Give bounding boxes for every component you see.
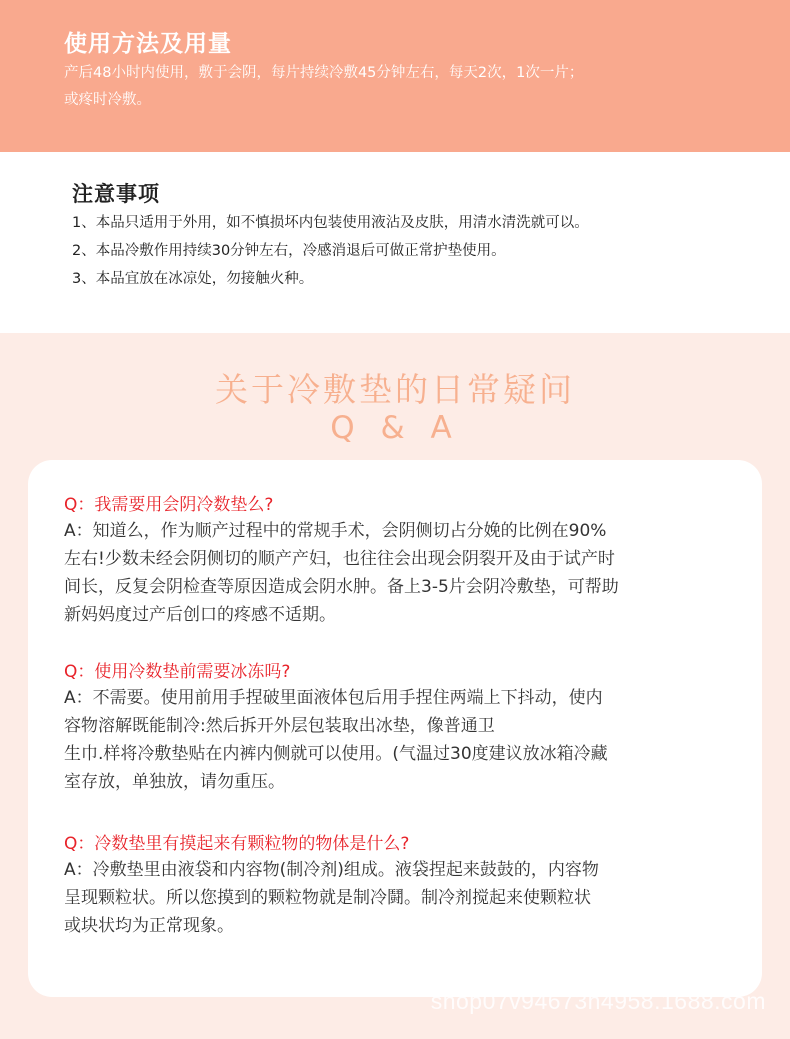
answer-line: 生巾.样将冷敷垫贴在内裤内侧就可以使用。(气温过30度建议放冰箱冷藏 <box>64 744 608 764</box>
answer-line: A：知道么，作为顺产过程中的常规手术，会阴侧切占分娩的比例在90% <box>64 521 607 541</box>
answer-line: 呈现颗粒状。所以您摸到的颗粒物就是制冷鬪。制冷剂搅起来使颗粒状 <box>64 888 591 908</box>
faq-card <box>28 460 762 997</box>
watermark: shop07v94673h4958.1688.com <box>430 988 766 1014</box>
faq-answer <box>64 856 744 940</box>
faq-question: Q：我需要用会阴冷数垫么? <box>64 495 274 515</box>
faq-answer <box>64 517 744 629</box>
usage-section <box>0 0 790 152</box>
answer-line: 新妈妈度过产后创口的疼感不适期。 <box>64 605 336 625</box>
faq-item <box>64 832 744 940</box>
faq-item <box>64 660 744 796</box>
notes-section <box>0 152 790 333</box>
usage-title: 使用方法及用量 <box>64 31 232 57</box>
faq-answer <box>64 684 744 796</box>
answer-line: 或块状均为正常现象。 <box>64 916 234 936</box>
answer-line: A：不需要。使用前用手捏破里面液体包后用手捏住两端上下抖动，使内 <box>64 688 603 708</box>
answer-line: 容物溶解既能制冷:然后拆开外层包装取出冰垫，像普通卫 <box>64 716 495 736</box>
faq-item <box>64 493 744 629</box>
answer-line: A：冷敷垫里由液袋和内容物(制冷剂)组成。液袋捏起来鼓鼓的，内容物 <box>64 860 599 880</box>
usage-text <box>64 60 744 114</box>
faq-question: Q：冷数垫里有摸起来有颗粒物的物体是什么? <box>64 834 410 854</box>
notes-list <box>72 209 589 293</box>
notes-title: 注意事项 <box>72 182 160 206</box>
usage-line: 产后48小时内使用，敷于会阴，每片持续冷敷45分钟左右，每天2次，1次一片； <box>64 65 584 81</box>
answer-line: 室存放，单独放，请勿重压。 <box>64 772 285 792</box>
faq-subtitle: Q & A <box>330 410 460 446</box>
notes-item: 2、本品冷敷作用持续30分钟左右，冷感消退后可做正常护垫使用。 <box>72 243 506 259</box>
notes-item: 3、本品宜放在冰凉处，勿接触火种。 <box>72 271 314 287</box>
faq-question: Q：使用冷数垫前需要冰冻吗? <box>64 662 291 682</box>
answer-line: 间长，反复会阴检查等原因造成会阴水肿。备上3-5片会阴冷敷垫，可帮助 <box>64 577 619 597</box>
faq-title: 关于冷敷垫的日常疑问 <box>215 370 575 409</box>
notes-item: 1、本品只适用于外用，如不慎损坏内包装使用液沾及皮肤，用清水清洗就可以。 <box>72 215 589 231</box>
usage-line: 或疼时冷敷。 <box>64 92 151 108</box>
answer-line: 左右!少数未经会阴侧切的顺产产妇，也往往会出现会阴裂开及由于试产时 <box>64 549 615 569</box>
